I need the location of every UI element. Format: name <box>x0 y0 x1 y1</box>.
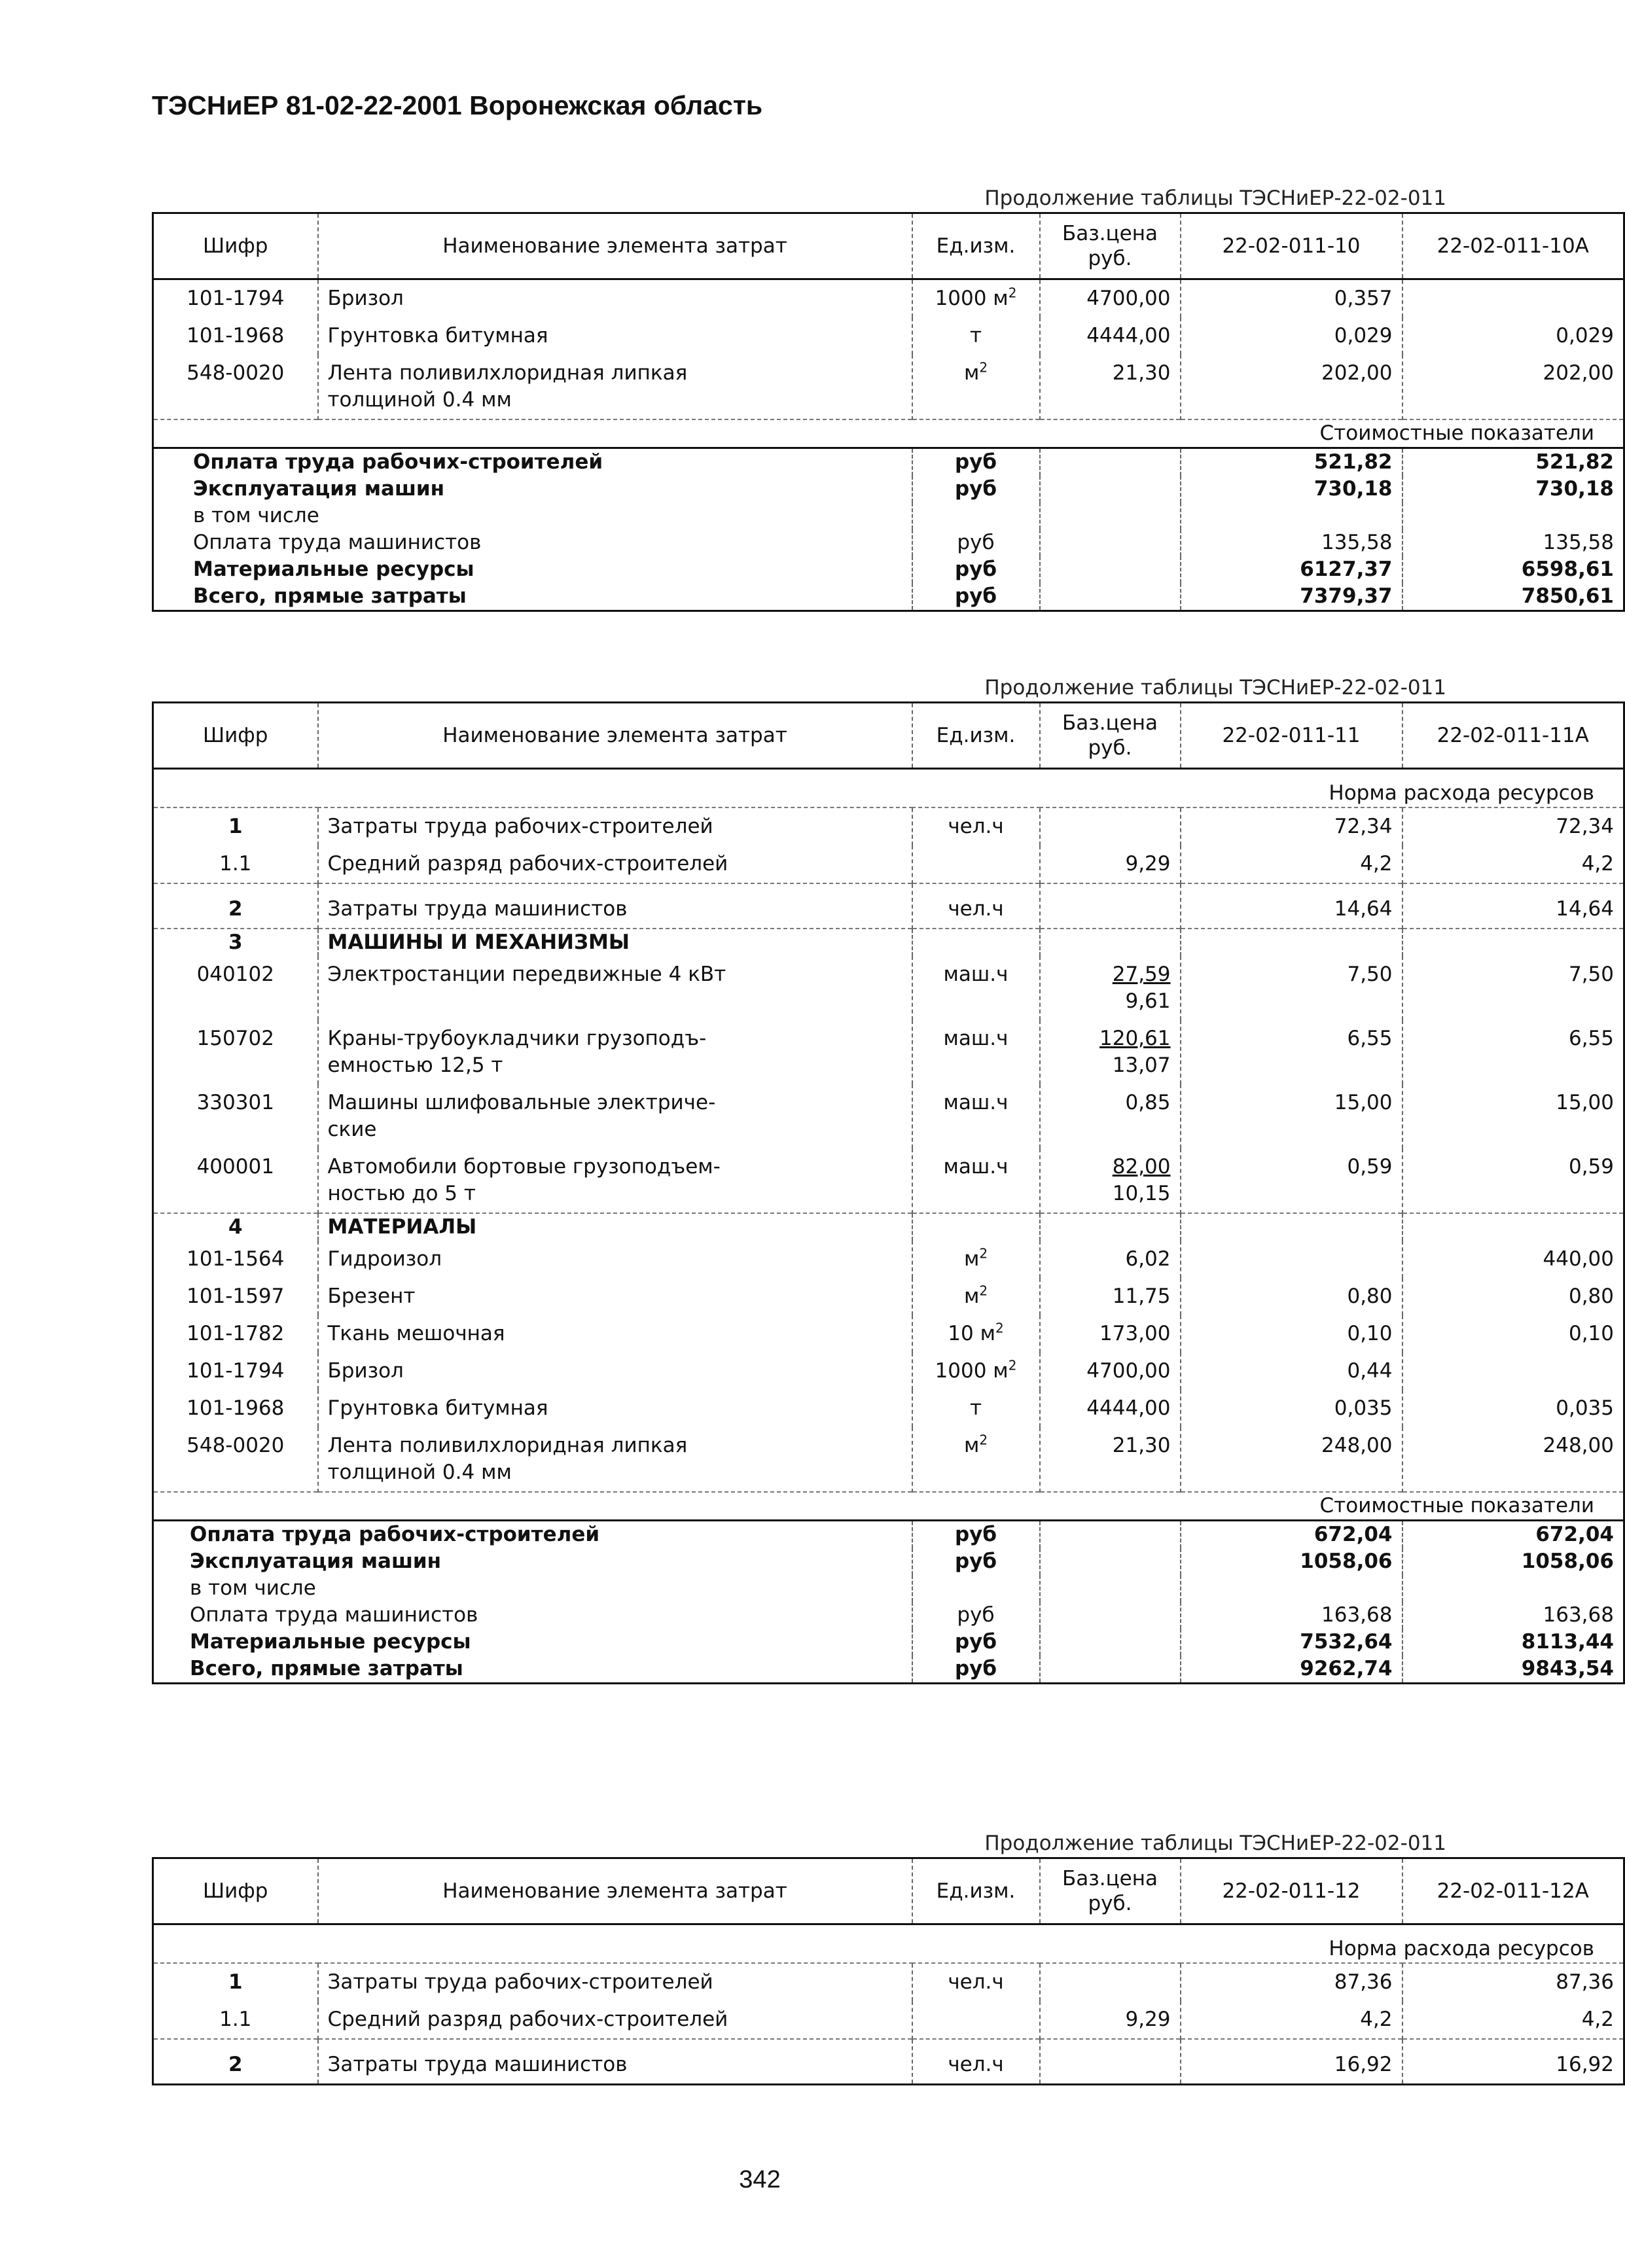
cost-row <box>153 1521 1624 1549</box>
table-cell: Бризол <box>318 1353 912 1390</box>
table-cell: Стоимостные показатели <box>153 419 1624 448</box>
table-cell: руб <box>912 1602 1040 1629</box>
table-cell: т <box>912 1390 1040 1427</box>
table-cell: 1058,06 <box>1181 1548 1402 1575</box>
norm-band <box>153 769 1624 808</box>
table-cell: 101-1782 <box>153 1315 318 1353</box>
table-cell: 548-0020 <box>153 355 318 419</box>
header-unit: Ед.изм. <box>912 213 1040 279</box>
table-cell: 7,50 <box>1181 956 1402 1020</box>
table-section-1 <box>152 185 1614 612</box>
table-row <box>153 1353 1624 1390</box>
table-cell: 6,55 <box>1181 1020 1402 1084</box>
table-cell <box>1040 929 1181 956</box>
table-cell <box>1402 1213 1624 1241</box>
table-cell <box>1040 1521 1181 1549</box>
table-cell <box>1040 1963 1181 2001</box>
table-cell: 4444,00 <box>1040 1390 1181 1427</box>
table-cell <box>1040 448 1181 476</box>
table-cell: Эксплуатация машин <box>153 1548 912 1575</box>
table-cell: 4,2 <box>1181 845 1402 883</box>
table-cell: 521,82 <box>1402 448 1624 476</box>
table-cell: 101-1794 <box>153 279 318 318</box>
table-cell: маш.ч <box>912 1148 1040 1213</box>
table-cell: Машины шлифовальные электриче- ские <box>318 1084 912 1148</box>
table-cell: Баз.цена руб. <box>1040 703 1181 769</box>
table-cell: 21,30 <box>1040 355 1181 419</box>
table-row <box>153 1963 1624 2001</box>
table-cell: МАТЕРИАЛЫ <box>318 1213 912 1241</box>
table-cell: Брезент <box>318 1278 912 1315</box>
table-cell: Всего, прямые затраты <box>153 1656 912 1684</box>
table-cell: Затраты труда рабочих-строителей <box>318 1963 912 2001</box>
table-cell <box>1040 1213 1181 1241</box>
table-cell: чел.ч <box>912 2039 1040 2085</box>
table-cell <box>1402 279 1624 318</box>
cost-band <box>153 1492 1624 1521</box>
table-cell: 0,029 <box>1402 317 1624 355</box>
table-cell: Ткань мешочная <box>318 1315 912 1353</box>
table-cell: Оплата труда рабочих-строителей <box>153 448 912 476</box>
table-row <box>153 1020 1624 1084</box>
table-cell: 0,035 <box>1402 1390 1624 1427</box>
table-cell: чел.ч <box>912 883 1040 929</box>
table-cell: Баз.цена руб. <box>1040 1858 1181 1924</box>
table-cell: Оплата труда машинистов <box>153 529 912 556</box>
table-cell: 2 <box>153 883 318 929</box>
table-cell: 101-1968 <box>153 317 318 355</box>
section-heading-materials <box>153 1213 1624 1241</box>
table-cell: Автомобили бортовые грузоподъем- ностью до 5 т <box>318 1148 912 1213</box>
table-cell <box>912 845 1040 883</box>
table-cell: 11,75 <box>1040 1278 1181 1315</box>
table-cell: 672,04 <box>1181 1521 1402 1549</box>
table-cell: 163,68 <box>1402 1602 1624 1629</box>
header-col-b: 22-02-011-10А <box>1402 213 1624 279</box>
table-header-row <box>153 703 1624 769</box>
table-cell: 16,92 <box>1181 2039 1402 2085</box>
table-cell: Грунтовка битумная <box>318 317 912 355</box>
table-cell <box>1181 1241 1402 1278</box>
table-caption: Продолжение таблицы ТЭСНиЕР-22-02-011 <box>984 186 1446 210</box>
section-heading-machines <box>153 929 1624 956</box>
table-cell <box>912 503 1040 529</box>
cost-row <box>153 1548 1624 1575</box>
cost-row <box>153 1602 1624 1629</box>
table-cell <box>1402 1575 1624 1602</box>
table-cell: 8113,44 <box>1402 1629 1624 1656</box>
table-cell: Лента поливилхлоридная липкая толщиной 0.4 мм <box>318 355 912 419</box>
table-cell: 4,2 <box>1402 2001 1624 2039</box>
cost-row <box>153 529 1624 556</box>
table-cell: Всего, прямые затраты <box>153 583 912 611</box>
cost-row <box>153 503 1624 529</box>
table-section-2 <box>152 674 1614 1684</box>
table-cell: 150702 <box>153 1020 318 1084</box>
cost-row <box>153 1575 1624 1602</box>
table-cell: руб <box>912 1629 1040 1656</box>
table-cell: Ед.изм. <box>912 1858 1040 1924</box>
table-cell: 202,00 <box>1181 355 1402 419</box>
table-cell: 672,04 <box>1402 1521 1624 1549</box>
table-cell: 2 <box>153 2039 318 2085</box>
table-cell: 15,00 <box>1181 1084 1402 1148</box>
table-cell: 6,02 <box>1040 1241 1181 1278</box>
header-price: Баз.цена руб. <box>1040 213 1181 279</box>
table-cell: 6598,61 <box>1402 556 1624 583</box>
table-cell: в том числе <box>153 503 912 529</box>
table-cell <box>1181 503 1402 529</box>
table-cell: Материальные ресурсы <box>153 1629 912 1656</box>
table-cell: руб <box>912 583 1040 611</box>
table-cell: Бризол <box>318 279 912 318</box>
table-cell: 173,00 <box>1040 1315 1181 1353</box>
table-cell <box>1181 929 1402 956</box>
table-cell: 22-02-011-12А <box>1402 1858 1624 1924</box>
table-cell: 101-1597 <box>153 1278 318 1315</box>
table-cell: в том числе <box>153 1575 912 1602</box>
table-cell: 1000 $м^2$ <box>912 279 1040 318</box>
table-cell: Шифр <box>153 703 318 769</box>
table-row <box>153 1241 1624 1278</box>
table-cell <box>1040 1575 1181 1602</box>
table-cell: 14,64 <box>1402 883 1624 929</box>
table-cell: 0,357 <box>1181 279 1402 318</box>
header-code: Шифр <box>153 213 318 279</box>
table-cell: 101-1968 <box>153 1390 318 1427</box>
table-cell: 3 <box>153 929 318 956</box>
table-cell: 0,80 <box>1181 1278 1402 1315</box>
table-cell: 87,36 <box>1181 1963 1402 2001</box>
table-cell: 1 <box>153 807 318 845</box>
table-row <box>153 279 1624 318</box>
table-cell: Гидроизол <box>318 1241 912 1278</box>
cost-row <box>153 476 1624 503</box>
table-cell: 521,82 <box>1181 448 1402 476</box>
table-cell: 10 $м^2$ <box>912 1315 1040 1353</box>
table-row <box>153 1148 1624 1213</box>
table-row <box>153 1427 1624 1492</box>
table-cell: 4 <box>153 1213 318 1241</box>
table-cell: 4444,00 <box>1040 317 1181 355</box>
table-cell: Эксплуатация машин <box>153 476 912 503</box>
table-cell: 6,55 <box>1402 1020 1624 1084</box>
table-cell <box>912 2001 1040 2039</box>
table-cell: 82,00 10,15 <box>1040 1148 1181 1213</box>
table-row <box>153 1084 1624 1148</box>
table-cell: 7850,61 <box>1402 583 1624 611</box>
table-cell: Ед.изм. <box>912 703 1040 769</box>
table-cell: МАШИНЫ И МЕХАНИЗМЫ <box>318 929 912 956</box>
table-row <box>153 355 1624 419</box>
cost-row <box>153 1629 1624 1656</box>
table-cell <box>1040 583 1181 611</box>
table-cell: 9843,54 <box>1402 1656 1624 1684</box>
table-cell <box>912 1575 1040 1602</box>
table-cell: 101-1564 <box>153 1241 318 1278</box>
header-name: Наименование элемента затрат <box>318 213 912 279</box>
table-cell <box>1040 529 1181 556</box>
table-cell: Средний разряд рабочих-строителей <box>318 845 912 883</box>
table-cell: 15,00 <box>1402 1084 1624 1148</box>
table-cell: чел.ч <box>912 1963 1040 2001</box>
table-cell: 0,80 <box>1402 1278 1624 1315</box>
table-cell: Средний разряд рабочих-строителей <box>318 2001 912 2039</box>
table-cell: 7532,64 <box>1181 1629 1402 1656</box>
table-cell: 1 <box>153 1963 318 2001</box>
table-cell <box>1181 1213 1402 1241</box>
table-cell <box>1040 1602 1181 1629</box>
table-cell: 22-02-011-11 <box>1181 703 1402 769</box>
table-cell: 248,00 <box>1181 1427 1402 1492</box>
table-cell <box>1040 1548 1181 1575</box>
header-col-a: 22-02-011-10 <box>1181 213 1402 279</box>
table-cell: Оплата труда рабочих-строителей <box>153 1521 912 1549</box>
table-cell: 0,59 <box>1181 1148 1402 1213</box>
table-cell: 0,029 <box>1181 317 1402 355</box>
table-cell: 6127,37 <box>1181 556 1402 583</box>
table-cell: 1000 $м^2$ <box>912 1353 1040 1390</box>
table-cell <box>1040 2039 1181 2085</box>
table-cell <box>1402 1353 1624 1390</box>
table-cell <box>1040 503 1181 529</box>
table-section-3 <box>152 1830 1614 2085</box>
table-cell: маш.ч <box>912 1084 1040 1148</box>
table-cell: 4,2 <box>1181 2001 1402 2039</box>
table-caption: Продолжение таблицы ТЭСНиЕР-22-02-011 <box>984 676 1446 700</box>
table-cell: руб <box>912 1656 1040 1684</box>
table-cell <box>1402 503 1624 529</box>
table-cell: т <box>912 317 1040 355</box>
table-cell: 0,10 <box>1402 1315 1624 1353</box>
table-cell: Стоимостные показатели <box>153 1492 1624 1521</box>
table-row <box>153 1278 1624 1315</box>
table-cell: 0,85 <box>1040 1084 1181 1148</box>
table-cell: 72,34 <box>1181 807 1402 845</box>
table-cell: $м^2$ <box>912 1278 1040 1315</box>
table-cell: маш.ч <box>912 956 1040 1020</box>
table-cell: $м^2$ <box>912 1241 1040 1278</box>
table-row <box>153 956 1624 1020</box>
table-cell <box>1040 883 1181 929</box>
table-cell: 72,34 <box>1402 807 1624 845</box>
table-cell: Лента поливилхлоридная липкая толщиной 0.4 мм <box>318 1427 912 1492</box>
table-cell: 0,035 <box>1181 1390 1402 1427</box>
table-row <box>153 807 1624 845</box>
table-cell <box>1040 807 1181 845</box>
table-cell <box>1181 1575 1402 1602</box>
table-cell <box>1040 1629 1181 1656</box>
table-cell: руб <box>912 448 1040 476</box>
table-cell: $м^2$ <box>912 1427 1040 1492</box>
table-cell: 440,00 <box>1402 1241 1624 1278</box>
table-cell: 9262,74 <box>1181 1656 1402 1684</box>
table-cell: 9,29 <box>1040 2001 1181 2039</box>
table-cell: 120,61 13,07 <box>1040 1020 1181 1084</box>
table-cell: 14,64 <box>1181 883 1402 929</box>
table-cell <box>1040 556 1181 583</box>
table-row <box>153 845 1624 883</box>
table-cell: 22-02-011-11А <box>1402 703 1624 769</box>
table-cell: 400001 <box>153 1148 318 1213</box>
table-cell: 0,44 <box>1181 1353 1402 1390</box>
norms-table-11 <box>152 701 1625 1684</box>
table-cell: Электростанции передвижные 4 кВт <box>318 956 912 1020</box>
table-cell: Затраты труда машинистов <box>318 2039 912 2085</box>
table-cell: Норма расхода ресурсов <box>153 769 1624 808</box>
table-cell: 0,10 <box>1181 1315 1402 1353</box>
table-cell: Норма расхода ресурсов <box>153 1924 1624 1964</box>
page-title: ТЭСНиЕР 81-02-22-2001 Воронежская область <box>152 90 763 120</box>
table-row <box>153 1315 1624 1353</box>
table-cell: 1.1 <box>153 845 318 883</box>
table-row <box>153 2001 1624 2039</box>
table-cell: 101-1794 <box>153 1353 318 1390</box>
table-cell: Грунтовка битумная <box>318 1390 912 1427</box>
table-cell: 22-02-011-12 <box>1181 1858 1402 1924</box>
table-cell: 330301 <box>153 1084 318 1148</box>
table-cell: чел.ч <box>912 807 1040 845</box>
table-cell: 202,00 <box>1402 355 1624 419</box>
table-cell: 1.1 <box>153 2001 318 2039</box>
table-cell: 548-0020 <box>153 1427 318 1492</box>
table-cell: 9,29 <box>1040 845 1181 883</box>
table-cell: руб <box>912 556 1040 583</box>
table-cell: 135,58 <box>1181 529 1402 556</box>
table-row <box>153 317 1624 355</box>
table-cell: $м^2$ <box>912 355 1040 419</box>
table-row <box>153 883 1624 929</box>
page-number: 342 <box>739 2166 781 2193</box>
table-cell: маш.ч <box>912 1020 1040 1084</box>
table-cell: руб <box>912 1548 1040 1575</box>
cost-row <box>153 556 1624 583</box>
table-cell <box>1040 476 1181 503</box>
table-cell <box>1040 1656 1181 1684</box>
norm-band <box>153 1924 1624 1964</box>
norms-table-12 <box>152 1857 1625 2085</box>
table-cell: 27,59 9,61 <box>1040 956 1181 1020</box>
table-cell: Наименование элемента затрат <box>318 703 912 769</box>
table-cell: Затраты труда машинистов <box>318 883 912 929</box>
table-cell: 730,18 <box>1402 476 1624 503</box>
table-row <box>153 2039 1624 2085</box>
table-cell: 730,18 <box>1181 476 1402 503</box>
table-cell: Затраты труда рабочих-строителей <box>318 807 912 845</box>
table-cell: 16,92 <box>1402 2039 1624 2085</box>
table-header-row <box>153 1858 1624 1924</box>
table-cell: 0,59 <box>1402 1148 1624 1213</box>
table-cell <box>912 1213 1040 1241</box>
table-cell: Оплата труда машинистов <box>153 1602 912 1629</box>
table-cell: Шифр <box>153 1858 318 1924</box>
norms-table-10 <box>152 212 1625 612</box>
table-row <box>153 1390 1624 1427</box>
table-cell: 87,36 <box>1402 1963 1624 2001</box>
table-cell <box>1402 929 1624 956</box>
table-cell: 248,00 <box>1402 1427 1624 1492</box>
table-cell: руб <box>912 476 1040 503</box>
table-cell: руб <box>912 529 1040 556</box>
cost-row <box>153 448 1624 476</box>
table-cell: 163,68 <box>1181 1602 1402 1629</box>
table-header-row <box>153 213 1624 279</box>
table-cell: 4700,00 <box>1040 1353 1181 1390</box>
table-cell: 21,30 <box>1040 1427 1181 1492</box>
table-cell: 1058,06 <box>1402 1548 1624 1575</box>
table-cell: руб <box>912 1521 1040 1549</box>
table-cell: 040102 <box>153 956 318 1020</box>
table-cell: Краны-трубоукладчики грузоподъ- емностью 12,5 т <box>318 1020 912 1084</box>
table-cell: Наименование элемента затрат <box>318 1858 912 1924</box>
table-cell: 4700,00 <box>1040 279 1181 318</box>
table-cell: 7379,37 <box>1181 583 1402 611</box>
cost-row <box>153 583 1624 611</box>
table-cell <box>912 929 1040 956</box>
table-cell: 135,58 <box>1402 529 1624 556</box>
table-cell: 4,2 <box>1402 845 1624 883</box>
table-caption: Продолжение таблицы ТЭСНиЕР-22-02-011 <box>984 1832 1446 1855</box>
cost-band <box>153 419 1624 448</box>
table-cell: Материальные ресурсы <box>153 556 912 583</box>
cost-row <box>153 1656 1624 1684</box>
table-cell: 7,50 <box>1402 956 1624 1020</box>
